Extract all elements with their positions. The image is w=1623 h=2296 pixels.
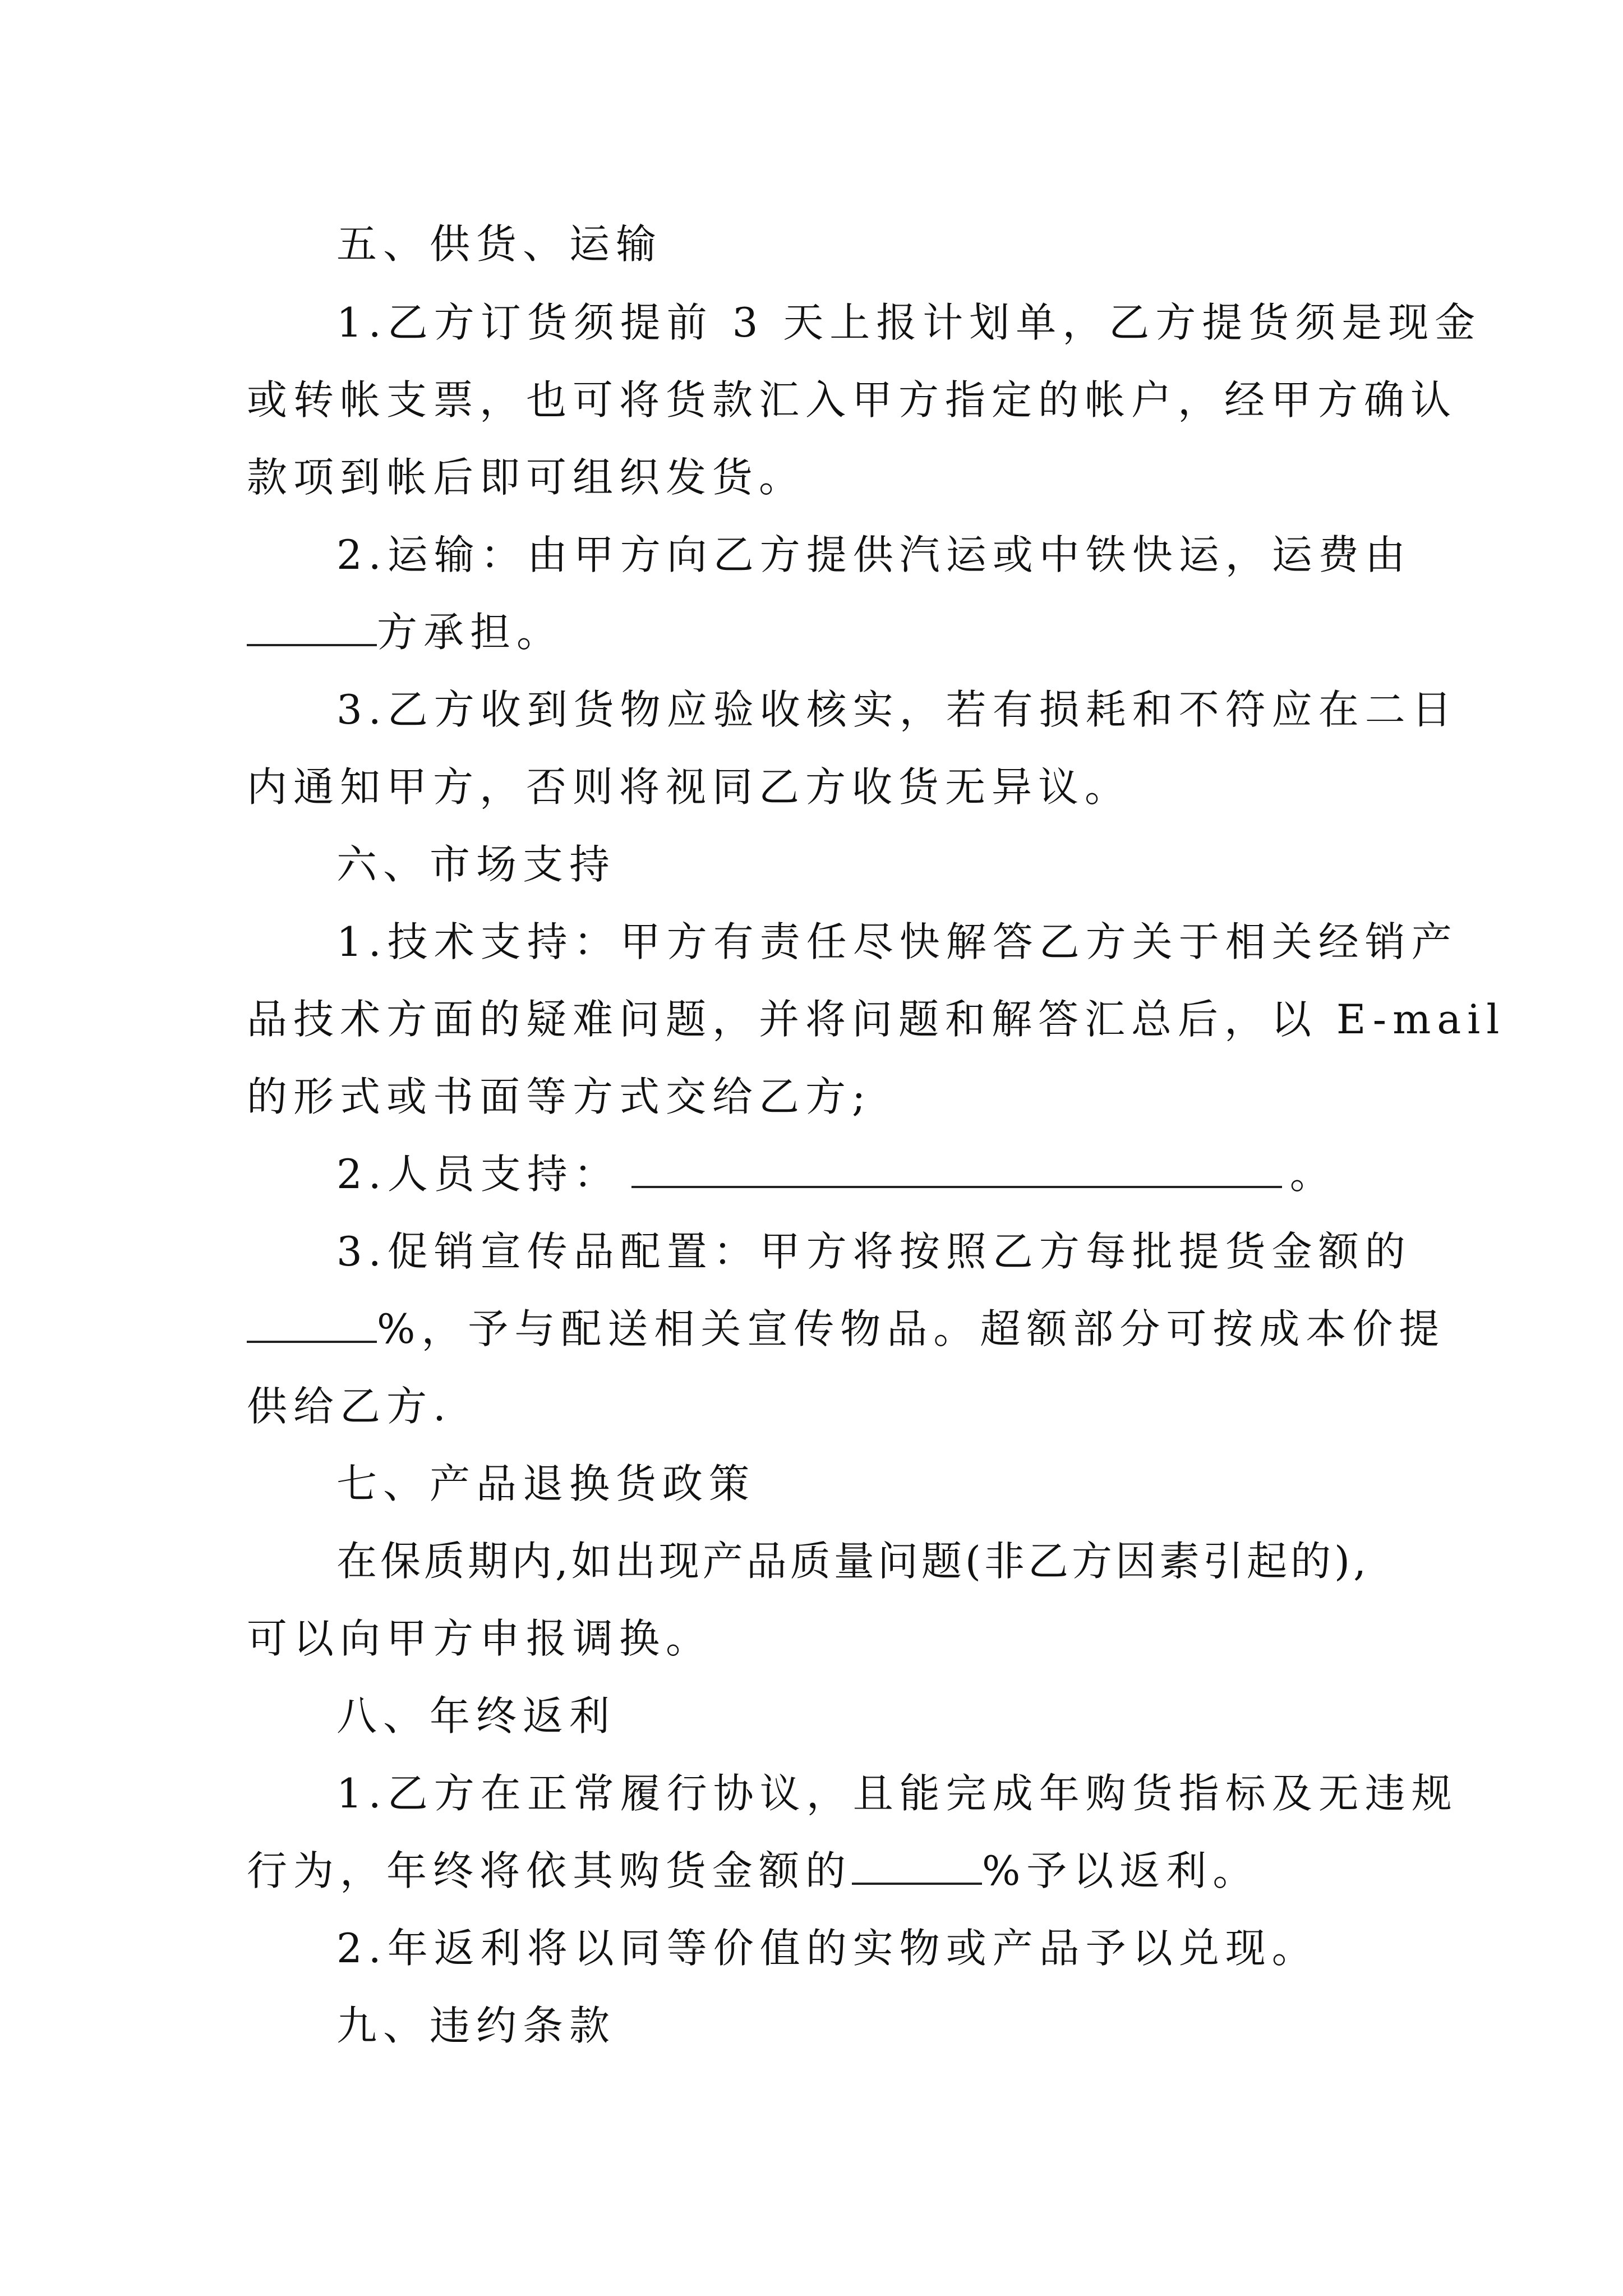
- s8-item1-line2-end: %予以返利。: [982, 1847, 1260, 1894]
- s7-para-line1: 在保质期内,如出现产品质量问题(非乙方因素引起的),: [336, 1538, 1370, 1585]
- fill-blank: [247, 1306, 377, 1343]
- s5-item1-line2: 或转帐支票，也可将货款汇入甲方指定的帐户，经甲方确认: [247, 376, 1458, 424]
- section-9-title: 九、违约条款: [336, 2002, 616, 2049]
- s8-item1-line1: 1.乙方在正常履行协议，且能完成年购货指标及无违规: [336, 1770, 1458, 1817]
- section-5-title: 五、供货、运输: [336, 220, 663, 268]
- section-8-title: 八、年终返利: [336, 1692, 616, 1740]
- s8-item1-line2: [247, 1843, 1259, 1899]
- fill-blank: [852, 1848, 982, 1885]
- s8-item1-line2-text: 行为，年终将依其购货金额的: [247, 1847, 852, 1894]
- s5-item2-line2-text: 方承担。: [377, 609, 564, 656]
- fill-blank: [631, 1151, 1282, 1188]
- s6-item2-label: 2.人员支持：: [336, 1151, 620, 1198]
- s5-item2-line2: [247, 604, 563, 660]
- s6-item2-line1: [336, 1146, 1336, 1202]
- s6-item1-line2: 品技术方面的疑难问题，并将问题和解答汇总后，以 E-mail: [247, 996, 1506, 1043]
- s6-item2-end: 。: [1289, 1151, 1336, 1198]
- s6-item1-line1: 1.技术支持：甲方有责任尽快解答乙方关于相关经销产: [336, 918, 1458, 965]
- s6-item3-line2-text: %，予与配送相关宣传物品。超额部分可按成本价提: [377, 1305, 1446, 1352]
- s6-item3-line2: [247, 1301, 1445, 1357]
- s5-item3-line2: 内通知甲方，否则将视同乙方收货无异议。: [247, 763, 1132, 811]
- s8-item2-line1: 2.年返利将以同等价值的实物或产品予以兑现。: [336, 1925, 1318, 1972]
- section-6-title: 六、市场支持: [336, 841, 616, 888]
- s5-item1-line1: 1.乙方订货须提前 3 天上报计划单，乙方提货须是现金: [336, 299, 1482, 346]
- fill-blank: [247, 609, 377, 646]
- s5-item1-line3: 款项到帐后即可组织发货。: [247, 454, 806, 501]
- s7-para-line2: 可以向甲方申报调换。: [247, 1615, 713, 1662]
- s6-item3-line3: 供给乙方.: [247, 1383, 452, 1430]
- s5-item3-line1: 3.乙方收到货物应验收核实，若有损耗和不符应在二日: [336, 686, 1458, 733]
- s6-item1-line3: 的形式或书面等方式交给乙方;: [247, 1073, 872, 1120]
- s6-item3-line1: 3.促销宣传品配置：甲方将按照乙方每批提货金额的: [336, 1228, 1412, 1275]
- s5-item2-line1: 2.运输：由甲方向乙方提供汽运或中铁快运，运费由: [336, 531, 1412, 578]
- section-7-title: 七、产品退换货政策: [336, 1460, 756, 1507]
